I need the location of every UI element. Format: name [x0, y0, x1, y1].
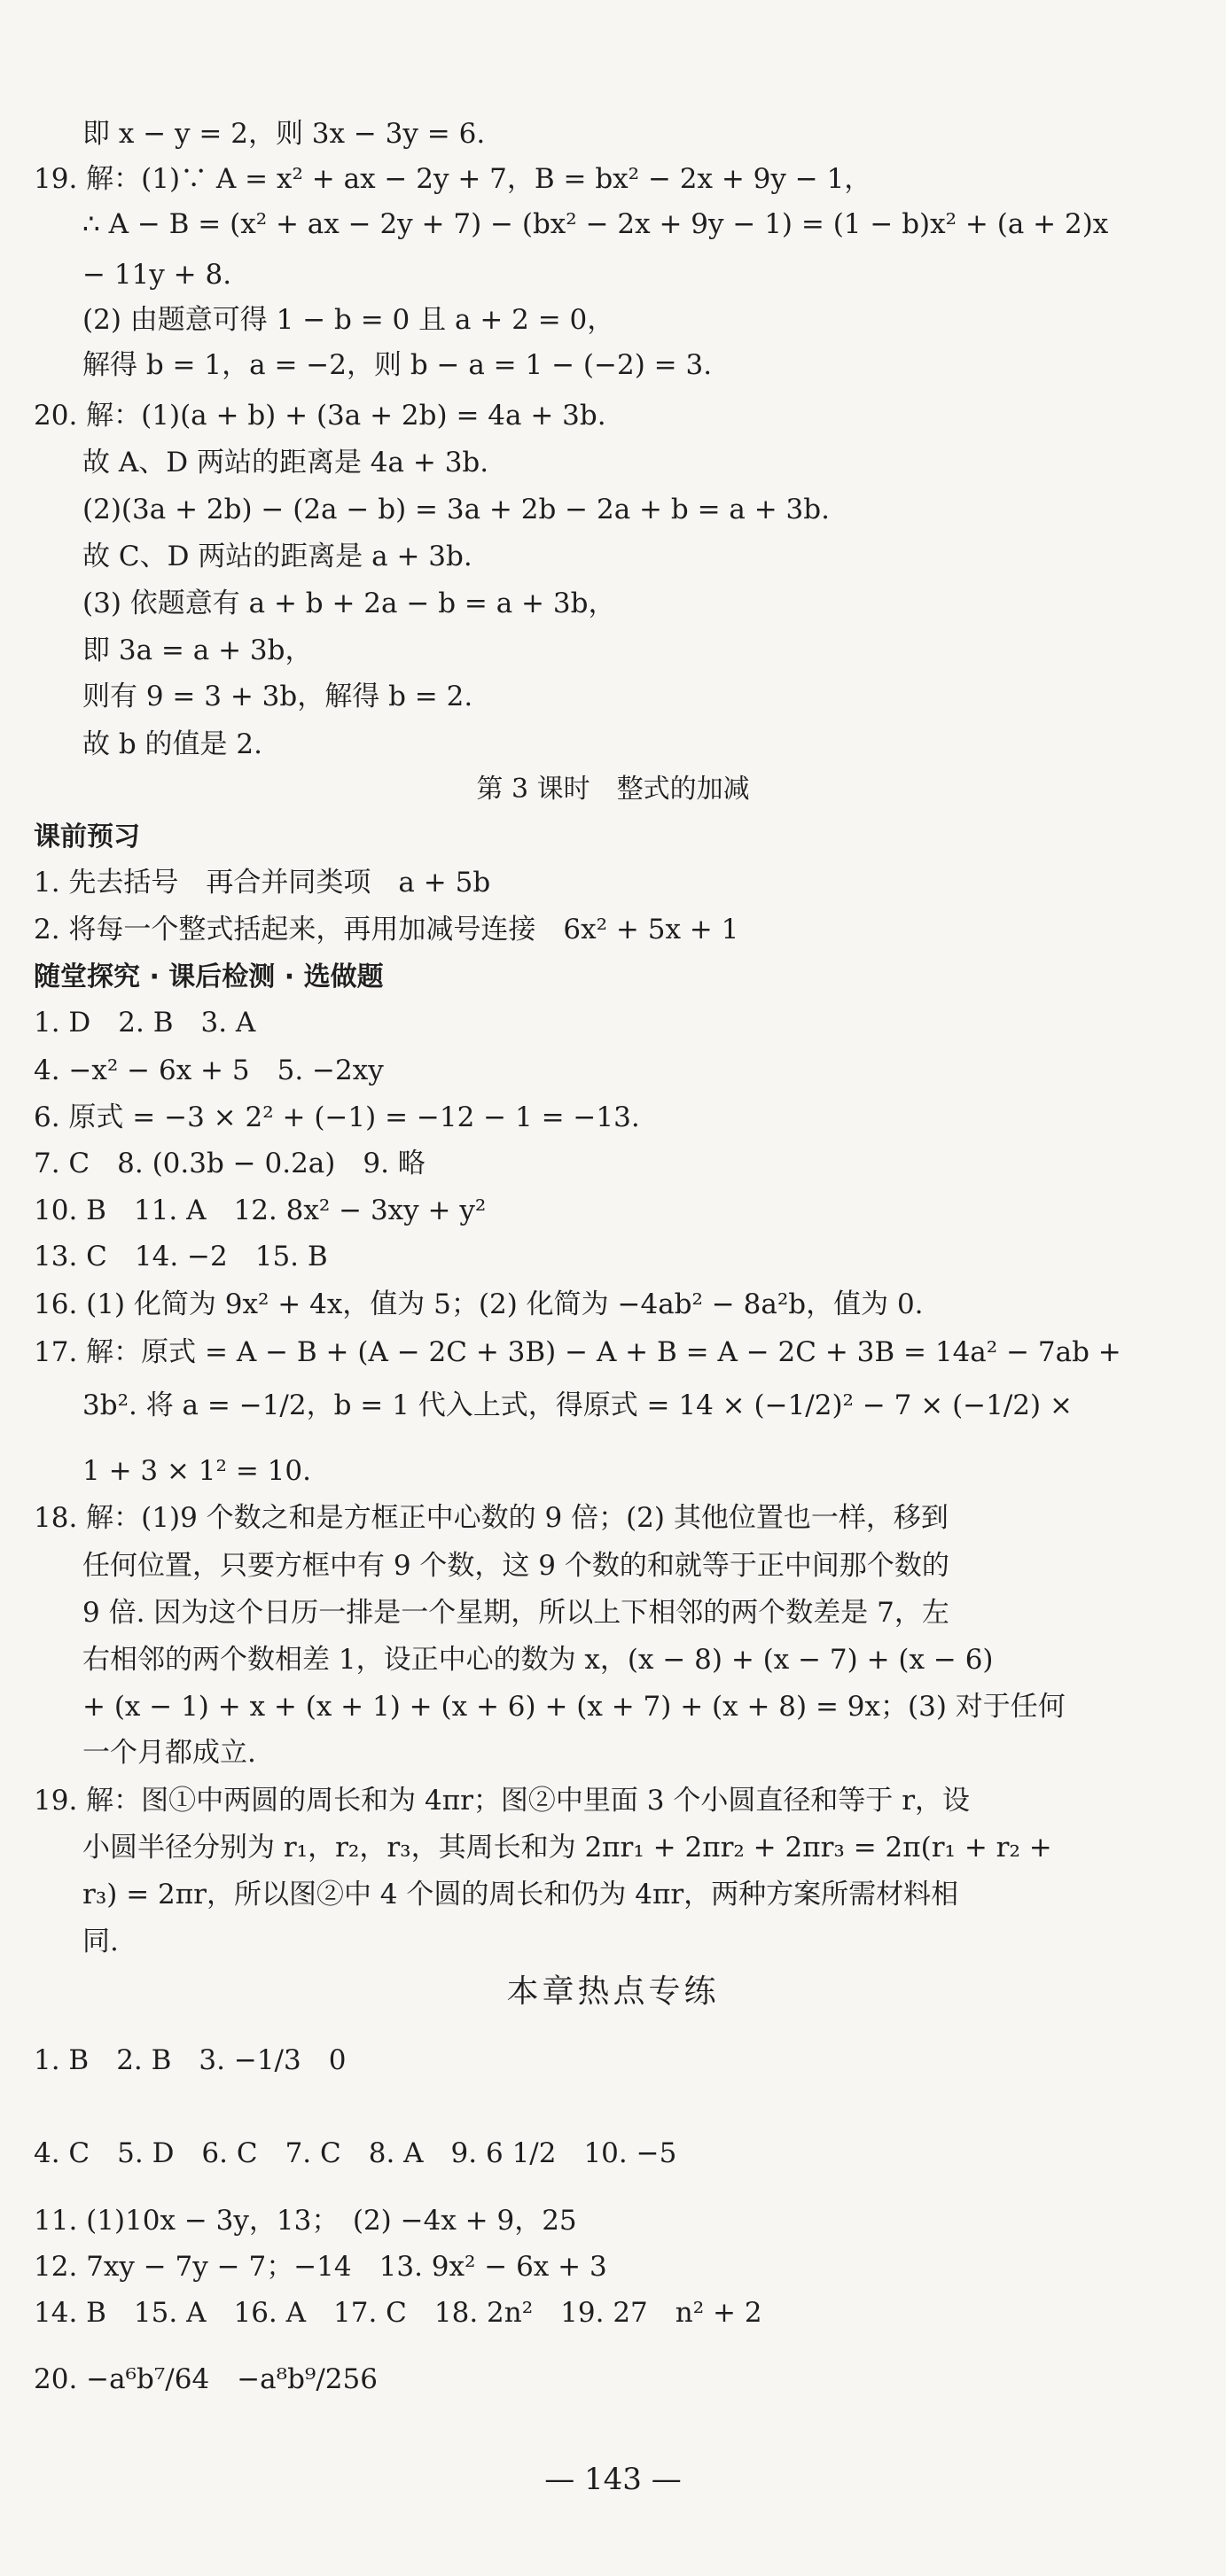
text-line: 同.: [82, 1926, 119, 1957]
text-line: 19. 解：图①中两圆的周长和为 4πr；图②中里面 3 个小圆直径和等于 r，设: [34, 1785, 971, 1817]
text-line: 1. 先去括号 再合并同类项 a + 5b: [34, 867, 491, 899]
text-line: 20. −a⁶b⁷/64 −a⁸b⁹/256: [34, 2363, 378, 2395]
text-line: 解得 b = 1，a = −2，则 b − a = 1 − (−2) = 3.: [82, 349, 713, 381]
text-line: 任何位置，只要方框中有 9 个数，这 9 个数的和就等于正中间那个数的: [82, 1550, 949, 1582]
text-line: 故 A、D 两站的距离是 4a + 3b.: [82, 447, 489, 479]
page-number: — 143 —: [544, 2462, 682, 2497]
text-line: 14. B 15. A 16. A 17. C 18. 2n² 19. 27 n² + 2: [34, 2297, 762, 2329]
text-line: ∴ A − B = (x² + ax − 2y + 7) − (bx² − 2x + 9y − 1) = (1 − b)x² + (a + 2)x: [82, 208, 1109, 240]
text-line: 即 3a = a + 3b，: [82, 634, 313, 666]
text-line: + (x − 1) + x + (x + 1) + (x + 6) + (x + 7) + (x + 8) = 9x；(3) 对于任何: [82, 1691, 1066, 1723]
text-line: 1 + 3 × 1² = 10.: [82, 1455, 311, 1487]
text-line: 故 b 的值是 2.: [82, 728, 262, 760]
text-line: 11. (1)10x − 3y，13； (2) −4x + 9，25: [34, 2205, 577, 2237]
text-line: 9 倍. 因为这个日历一排是一个星期，所以上下相邻的两个数差是 7，左: [82, 1597, 949, 1629]
text-line: 13. C 14. −2 15. B: [34, 1241, 328, 1272]
text-line: 12. 7xy − 7y − 7；−14 13. 9x² − 6x + 3: [34, 2251, 607, 2283]
text-line: 则有 9 = 3 + 3b，解得 b = 2.: [82, 681, 473, 712]
section-title: 本章热点专练: [506, 1973, 720, 2010]
text-line: 一个月都成立.: [82, 1737, 256, 1769]
text-line: 10. B 11. A 12. 8x² − 3xy + y²: [34, 1195, 487, 1226]
section-heading: 课前预习: [34, 821, 140, 852]
text-line: 故 C、D 两站的距离是 a + 3b.: [82, 541, 472, 572]
text-line: (2)(3a + 2b) − (2a − b) = 3a + 2b − 2a + b = a + 3b.: [82, 494, 830, 525]
text-line: 右相邻的两个数相差 1，设正中心的数为 x，(x − 8) + (x − 7) + (x − 6): [82, 1644, 994, 1676]
text-line: 2. 将每一个整式括起来，再用加减号连接 6x² + 5x + 1: [34, 914, 739, 946]
text-line: (2) 由题意可得 1 − b = 0 且 a + 2 = 0，: [82, 304, 615, 336]
text-line: 7. C 8. (0.3b − 0.2a) 9. 略: [34, 1148, 426, 1179]
text-line: 即 x − y = 2，则 3x − 3y = 6.: [82, 118, 486, 150]
text-line: 20. 解：(1)(a + b) + (3a + 2b) = 4a + 3b.: [34, 400, 606, 432]
text-line: 3b². 将 a = −1/2，b = 1 代入上式，得原式 = 14 × (−1/2)² − 7 × (−1/2) ×: [82, 1389, 1073, 1421]
text-line: 17. 解：原式 = A − B + (A − 2C + 3B) − A + B = A − 2C + 3B = 14a² − 7ab +: [34, 1336, 1121, 1368]
text-line: 6. 原式 = −3 × 2² + (−1) = −12 − 1 = −13.: [34, 1101, 640, 1133]
text-line: 1. B 2. B 3. −1/3 0: [34, 2044, 347, 2076]
section-title: 第 3 课时 整式的加减: [476, 774, 750, 805]
text-line: − 11y + 8.: [82, 259, 232, 291]
text-line: 1. D 2. B 3. A: [34, 1007, 256, 1039]
text-line: (3) 依题意有 a + b + 2a − b = a + 3b，: [82, 588, 616, 619]
text-line: 4. −x² − 6x + 5 5. −2xy: [34, 1055, 384, 1086]
text-line: 小圆半径分别为 r₁，r₂，r₃，其周长和为 2πr₁ + 2πr₂ + 2πr₃ = 2π(r₁ + r₂ +: [82, 1832, 1052, 1864]
text-line: 16. (1) 化简为 9x² + 4x，值为 5；(2) 化简为 −4ab² − 8a²b，值为 0.: [34, 1288, 924, 1320]
text-line: 4. C 5. D 6. C 7. C 8. A 9. 6 1/2 10. −5: [34, 2137, 677, 2169]
text-line: 18. 解：(1)9 个数之和是方框正中心数的 9 倍；(2) 其他位置也一样，移到: [34, 1502, 949, 1534]
text-line: r₃) = 2πr，所以图②中 4 个圆的周长和仍为 4πr，两种方案所需材料相: [82, 1879, 959, 1911]
section-heading: 随堂探究 · 课后检测 · 选做题: [34, 961, 384, 992]
text-line: 19. 解：(1)∵ A = x² + ax − 2y + 7，B = bx² − 2x + 9y − 1，: [34, 163, 872, 195]
